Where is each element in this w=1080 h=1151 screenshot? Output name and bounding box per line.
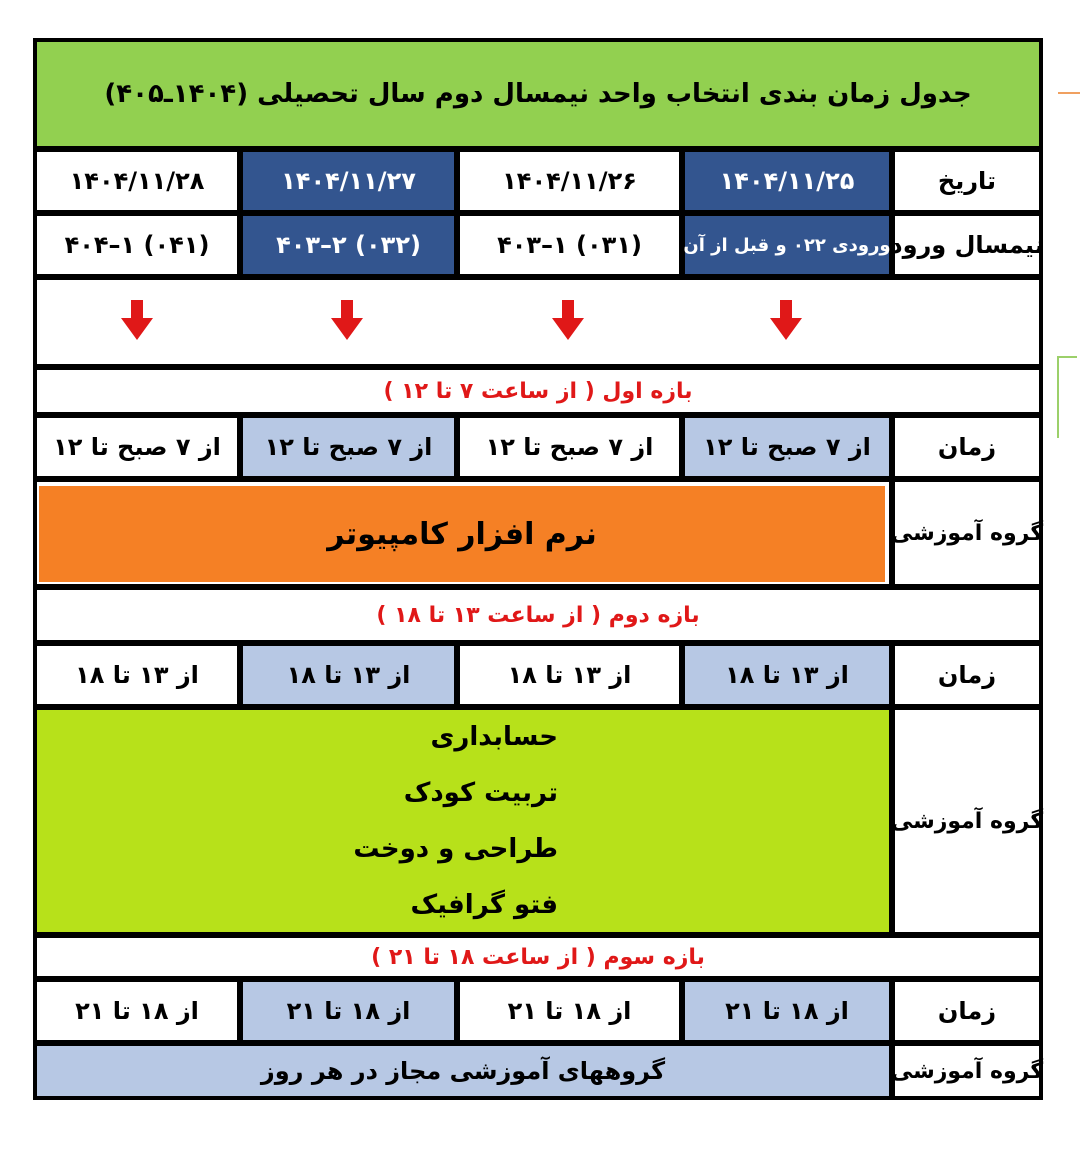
period-2-time-day-1: از ۱۳ تا ۱۸ [685,646,889,704]
period-3-time-day-3: از ۱۸ تا ۲۱ [243,982,454,1040]
period-2-header: بازه دوم ( از ساعت ۱۳ تا ۱۸ ) [37,590,1039,640]
row-label-date: تاریخ [895,152,1039,210]
row-label-time: زمان [895,982,1039,1040]
arrow-row [37,280,1039,364]
period-2-group-list [37,710,889,932]
period-3-header: بازه سوم ( از ساعت ۱۸ تا ۲۱ ) [37,938,1039,976]
row-label-time: زمان [895,646,1039,704]
group-item: حسابداری [430,722,558,752]
period-2-time-day-4: از ۱۳ تا ۱۸ [37,646,237,704]
arrow-down-icon [330,300,364,340]
semester-day-1: ورودی ۰۲۲ و قبل از آن [685,216,889,274]
row-label-group: گروه آموزشی [895,482,1039,584]
decor-line [1057,356,1059,438]
arrow-down-icon [551,300,585,340]
group-item: طراحی و دوخت [353,834,558,864]
period-2-time-day-3: از ۱۳ تا ۱۸ [243,646,454,704]
schedule-table [33,38,1043,1100]
decor-line [1058,92,1080,94]
arrow-down-icon [769,300,803,340]
period-2-time-day-2: از ۱۳ تا ۱۸ [460,646,679,704]
arrow-down-icon [120,300,154,340]
date-day-4: ۱۴۰۴/۱۱/۲۸ [37,152,237,210]
date-day-2: ۱۴۰۴/۱۱/۲۶ [460,152,679,210]
table-title: جدول زمان بندی انتخاب واحد نیمسال دوم سال تحصیلی (۱۴۰۴ـ۴۰۵) [37,42,1039,146]
period-1-group: نرم افزار کامپیوتر [39,486,885,582]
semester-day-3: (۰۳۲) ۲–۴۰۳ [243,216,454,274]
group-item: فتو گرافیک [410,890,558,920]
semester-day-4: (۰۴۱) ۱–۴۰۴ [37,216,237,274]
row-label-semester: نیمسال ورود [895,216,1039,274]
row-label-time: زمان [895,418,1039,476]
period-3-time-day-1: از ۱۸ تا ۲۱ [685,982,889,1040]
date-day-3: ۱۴۰۴/۱۱/۲۷ [243,152,454,210]
period-1-time-day-4: از ۷ صبح تا ۱۲ [37,418,237,476]
group-item: تربیت کودک [403,778,558,808]
date-day-1: ۱۴۰۴/۱۱/۲۵ [685,152,889,210]
period-3-time-day-4: از ۱۸ تا ۲۱ [37,982,237,1040]
period-3-time-day-2: از ۱۸ تا ۲۱ [460,982,679,1040]
period-1-time-day-1: از ۷ صبح تا ۱۲ [685,418,889,476]
period-1-time-day-3: از ۷ صبح تا ۱۲ [243,418,454,476]
period-3-group: گروههای آموزشی مجاز در هر روز [37,1046,889,1096]
row-label-group: گروه آموزشی [895,710,1039,932]
row-label-group: گروه آموزشی [895,1046,1039,1096]
semester-day-2: (۰۳۱) ۱–۴۰۳ [460,216,679,274]
period-1-time-day-2: از ۷ صبح تا ۱۲ [460,418,679,476]
decor-line [1057,356,1077,358]
period-1-header: بازه اول ( از ساعت ۷ تا ۱۲ ) [37,370,1039,412]
